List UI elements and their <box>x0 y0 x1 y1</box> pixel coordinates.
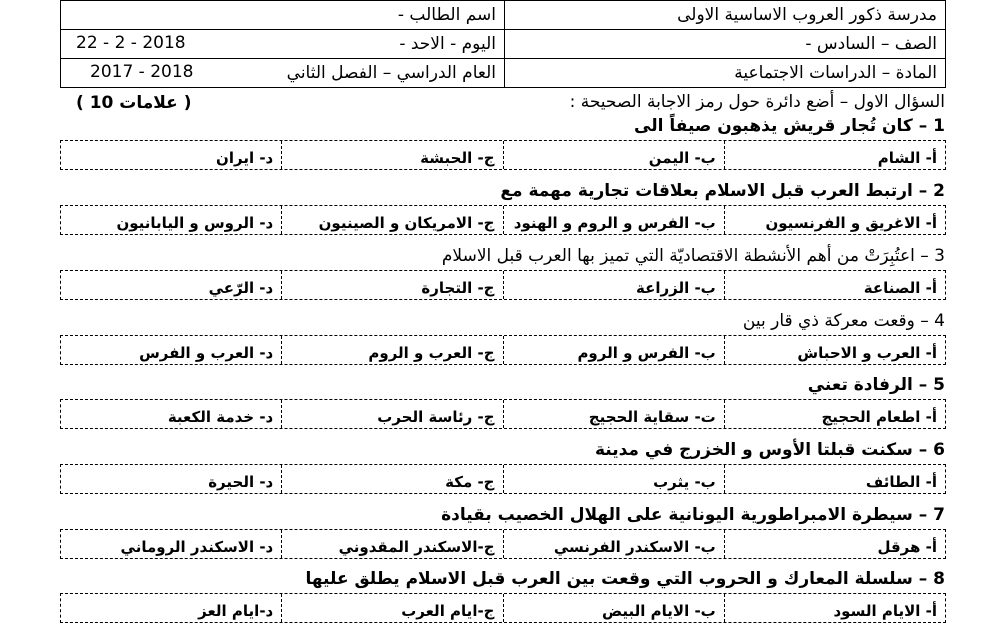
option-cell[interactable]: ج- مكة <box>281 465 502 493</box>
option-cell[interactable]: أ- الصناعة <box>724 271 945 299</box>
options-row <box>60 205 946 235</box>
option-cell[interactable]: ج- الامريكان و الصينيون <box>281 206 502 234</box>
option-cell[interactable]: أ- الاغريق و الفرنسيون <box>724 206 945 234</box>
option-cell[interactable]: أ- الشام <box>724 141 945 169</box>
student-name-field: اسم الطالب - <box>61 1 505 30</box>
question-title: 8 – سلسلة المعارك و الحروب التي وقعت بين العرب قبل الاسلام يطلق عليها <box>305 569 945 589</box>
option-cell[interactable]: ب- الفرس و الروم <box>503 336 724 364</box>
day-label: اليوم - الاحد - <box>399 34 496 54</box>
class-field: الصف – السادس - <box>505 30 946 59</box>
option-cell[interactable]: ج- العرب و الروم <box>281 336 502 364</box>
option-cell[interactable]: ج- رئاسة الحرب <box>281 400 502 428</box>
option-cell[interactable]: أ- العرب و الاحباش <box>724 336 945 364</box>
school-name: مدرسة ذكور العروب الاساسية الاولى <box>505 1 946 30</box>
option-cell[interactable]: د- الاسكندر الروماني <box>120 538 274 556</box>
option-cell[interactable]: ج- الحبشة <box>281 141 502 169</box>
option-cell[interactable]: أ- الايام السود <box>724 594 945 622</box>
option-cell[interactable]: د- العرب و الفرس <box>139 344 274 362</box>
question-intro: السؤال الاول – أضع دائرة حول رمز الاجابة الصحيحة : <box>569 92 945 112</box>
question-title: 4 – وقعت معركة ذي قار بين <box>742 311 945 331</box>
option-cell[interactable]: د- الحيرة <box>208 473 274 491</box>
question-title: 5 – الرفادة تعني <box>807 375 945 395</box>
option-cell[interactable]: أ- هرقل <box>724 530 945 558</box>
question-title: 1 – كان تُجار قريش يذهبون صيفاً الى <box>634 116 945 136</box>
option-cell[interactable]: أ- الطائف <box>724 465 945 493</box>
option-cell[interactable]: ب- الزراعة <box>503 271 724 299</box>
options-row <box>60 399 946 429</box>
option-cell[interactable]: د- الروس و اليابانيون <box>116 214 274 232</box>
options-row <box>60 335 946 365</box>
option-cell[interactable]: ب- اليمن <box>503 141 724 169</box>
option-cell[interactable]: ب- الايام البيض <box>503 594 724 622</box>
option-cell[interactable]: د-ايام العز <box>198 602 274 620</box>
academic-year: 2017 - 2018 <box>90 62 194 82</box>
option-cell[interactable]: ج- التجارة <box>281 271 502 299</box>
question-title: 6 – سكنت قبلتا الأوس و الخزرج في مدينة <box>594 440 945 460</box>
score-label: ( 10 علامات ) <box>76 93 192 113</box>
option-cell[interactable]: ج-ايام العرب <box>281 594 502 622</box>
option-cell[interactable]: ت- سقاية الحجيج <box>503 400 724 428</box>
option-cell[interactable]: أ- اطعام الحجيج <box>724 400 945 428</box>
option-cell[interactable]: ب- يثرب <box>503 465 724 493</box>
option-cell[interactable]: ب- الفرس و الروم و الهنود <box>503 206 724 234</box>
option-cell[interactable]: ب- الاسكندر الفرنسي <box>503 530 724 558</box>
option-cell[interactable]: د- خدمة الكعبة <box>167 408 274 426</box>
option-cell[interactable]: ج-الاسكندر المقدوني <box>281 530 502 558</box>
term-label: العام الدراسي – الفصل الثاني <box>286 63 496 83</box>
option-cell[interactable]: د- الرّعي <box>208 279 274 297</box>
options-row <box>60 270 946 300</box>
options-row <box>60 464 946 494</box>
options-row <box>60 593 946 623</box>
subject-field: المادة – الدراسات الاجتماعية <box>505 59 946 88</box>
question-title: 2 – ارتبط العرب قبل الاسلام بعلاقات تجارية مهمة مع <box>500 181 945 201</box>
question-title: 7 – سيطرة الامبراطورية اليونانية على الهلال الخصيب بقيادة <box>441 505 945 525</box>
option-cell[interactable]: د- ايران <box>216 149 274 167</box>
options-row <box>60 529 946 559</box>
question-title: 3 – اعتُبِرَتْ من أهم الأنشطة الاقتصاديّة التي تميز بها العرب قبل الاسلام <box>441 246 945 266</box>
options-row <box>60 140 946 170</box>
exam-date: 22 - 2 - 2018 <box>76 33 186 53</box>
